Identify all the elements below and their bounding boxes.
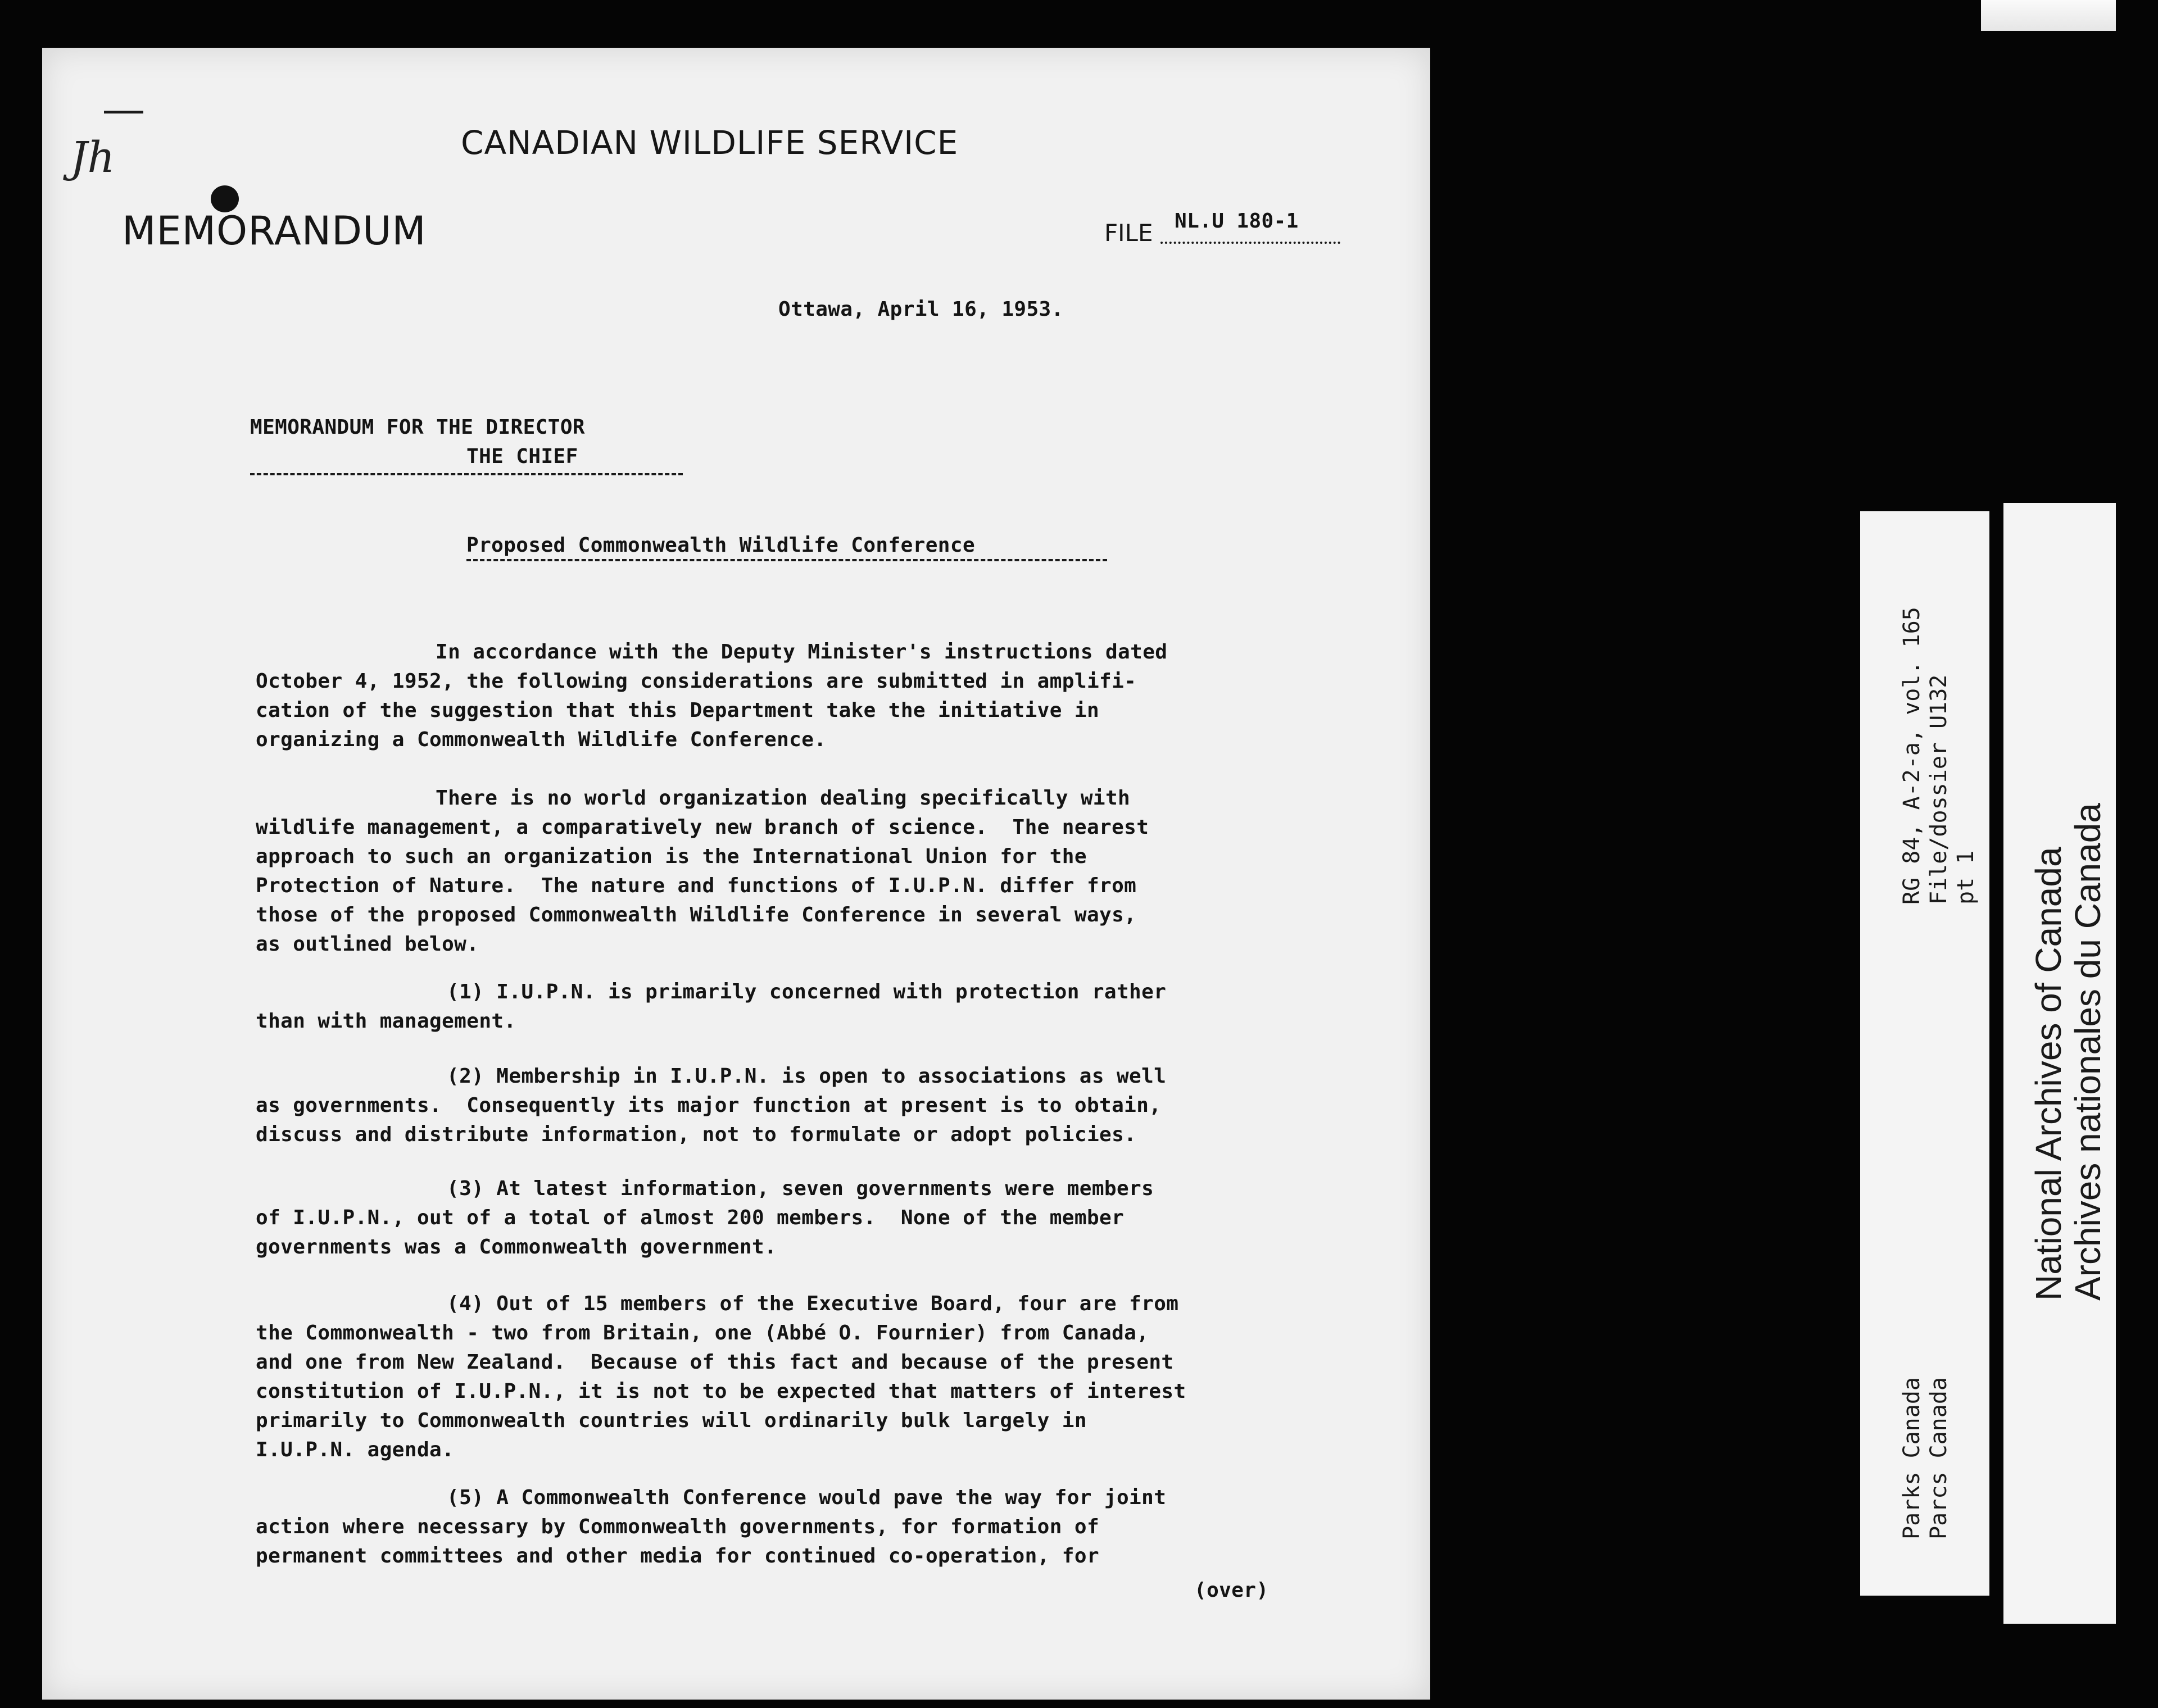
addressee-line-2: THE CHIEF (466, 445, 578, 468)
letterhead-title: CANADIAN WILDLIFE SERVICE (461, 124, 959, 162)
addressee-line-1: MEMORANDUM FOR THE DIRECTOR (250, 416, 585, 439)
body-line: discuss and distribute information, not to formulate or adopt policies. (256, 1123, 1137, 1146)
subject-underline (466, 559, 1107, 561)
memorandum-heading: MEMORANDUM (122, 208, 427, 254)
continuation-note: (over) (1194, 1579, 1269, 1602)
archive-label-strip (2003, 503, 2116, 1624)
reference-label-strip (1860, 511, 1989, 1596)
body-line: of I.U.P.N., out of a total of almost 200 members. None of the member (256, 1206, 1125, 1229)
agency-line-1: Parks Canada (1899, 1377, 1925, 1539)
date-line: Ottawa, April 16, 1953. (778, 298, 1064, 321)
handwritten-initials: Jh (70, 132, 115, 182)
body-line: There is no world organization dealing specifically with (436, 787, 1131, 810)
body-line: as governments. Consequently its major function at present is to obtain, (256, 1094, 1162, 1117)
body-line: and one from New Zealand. Because of this fact and because of the present (256, 1351, 1174, 1374)
body-line: the Commonwealth - two from Britain, one (Abbé O. Fournier) from Canada, (256, 1321, 1149, 1344)
body-line: (2) Membership in I.U.P.N. is open to associations as well (447, 1065, 1167, 1088)
reference-line-1: RG 84, A-2-a, vol. 165 (1899, 607, 1925, 905)
archive-line-english: National Archives of Canada (2028, 847, 2069, 1301)
body-line: those of the proposed Commonwealth Wildlife Conference in several ways, (256, 903, 1137, 926)
body-line: approach to such an organization is the International Union for the (256, 845, 1087, 868)
body-line: In accordance with the Deputy Minister's instructions dated (436, 640, 1168, 664)
body-line: wildlife management, a comparatively new branch of science. The nearest (256, 816, 1149, 839)
body-line: as outlined below. (256, 933, 479, 956)
body-line: I.U.P.N. agenda. (256, 1438, 455, 1461)
body-line: than with management. (256, 1010, 516, 1033)
subject-line: Proposed Commonwealth Wildlife Conference (466, 534, 976, 557)
body-line: primarily to Commonwealth countries will ordinarily bulk largely in (256, 1409, 1087, 1432)
body-line: governments was a Commonwealth government. (256, 1235, 777, 1259)
body-line: (1) I.U.P.N. is primarily concerned with protection rather (447, 980, 1167, 1003)
body-line: organizing a Commonwealth Wildlife Conference. (256, 728, 827, 751)
reference-line-2: File/dossier U132 (1926, 674, 1952, 905)
file-label: FILE (1104, 219, 1153, 247)
body-line: (3) At latest information, seven governments were members (447, 1177, 1154, 1200)
agency-line-2: Parcs Canada (1926, 1377, 1952, 1539)
file-number: NL.U 180-1 (1175, 210, 1299, 233)
light-glare (1981, 0, 2116, 31)
body-line: permanent committees and other media for continued co-operation, for (256, 1545, 1100, 1568)
body-line: action where necessary by Commonwealth governments, for formation of (256, 1515, 1100, 1538)
archive-line-french: Archives nationales du Canada (2068, 803, 2108, 1301)
body-line: (4) Out of 15 members of the Executive Board, four are from (447, 1292, 1179, 1315)
body-line: (5) A Commonwealth Conference would pave the way for joint (447, 1486, 1167, 1509)
pen-mark (104, 111, 143, 113)
body-line: Protection of Nature. The nature and functions of I.U.P.N. differ from (256, 874, 1137, 897)
body-line: October 4, 1952, the following considerations are submitted in amplifi- (256, 670, 1137, 693)
body-line: constitution of I.U.P.N., it is not to be expected that matters of interest (256, 1380, 1186, 1403)
memo-page (42, 48, 1430, 1700)
body-line: cation of the suggestion that this Department take the initiative in (256, 699, 1100, 722)
addressee-underline (250, 473, 683, 475)
reference-line-3: pt 1 (1953, 850, 1979, 905)
file-number-underline (1160, 242, 1340, 244)
